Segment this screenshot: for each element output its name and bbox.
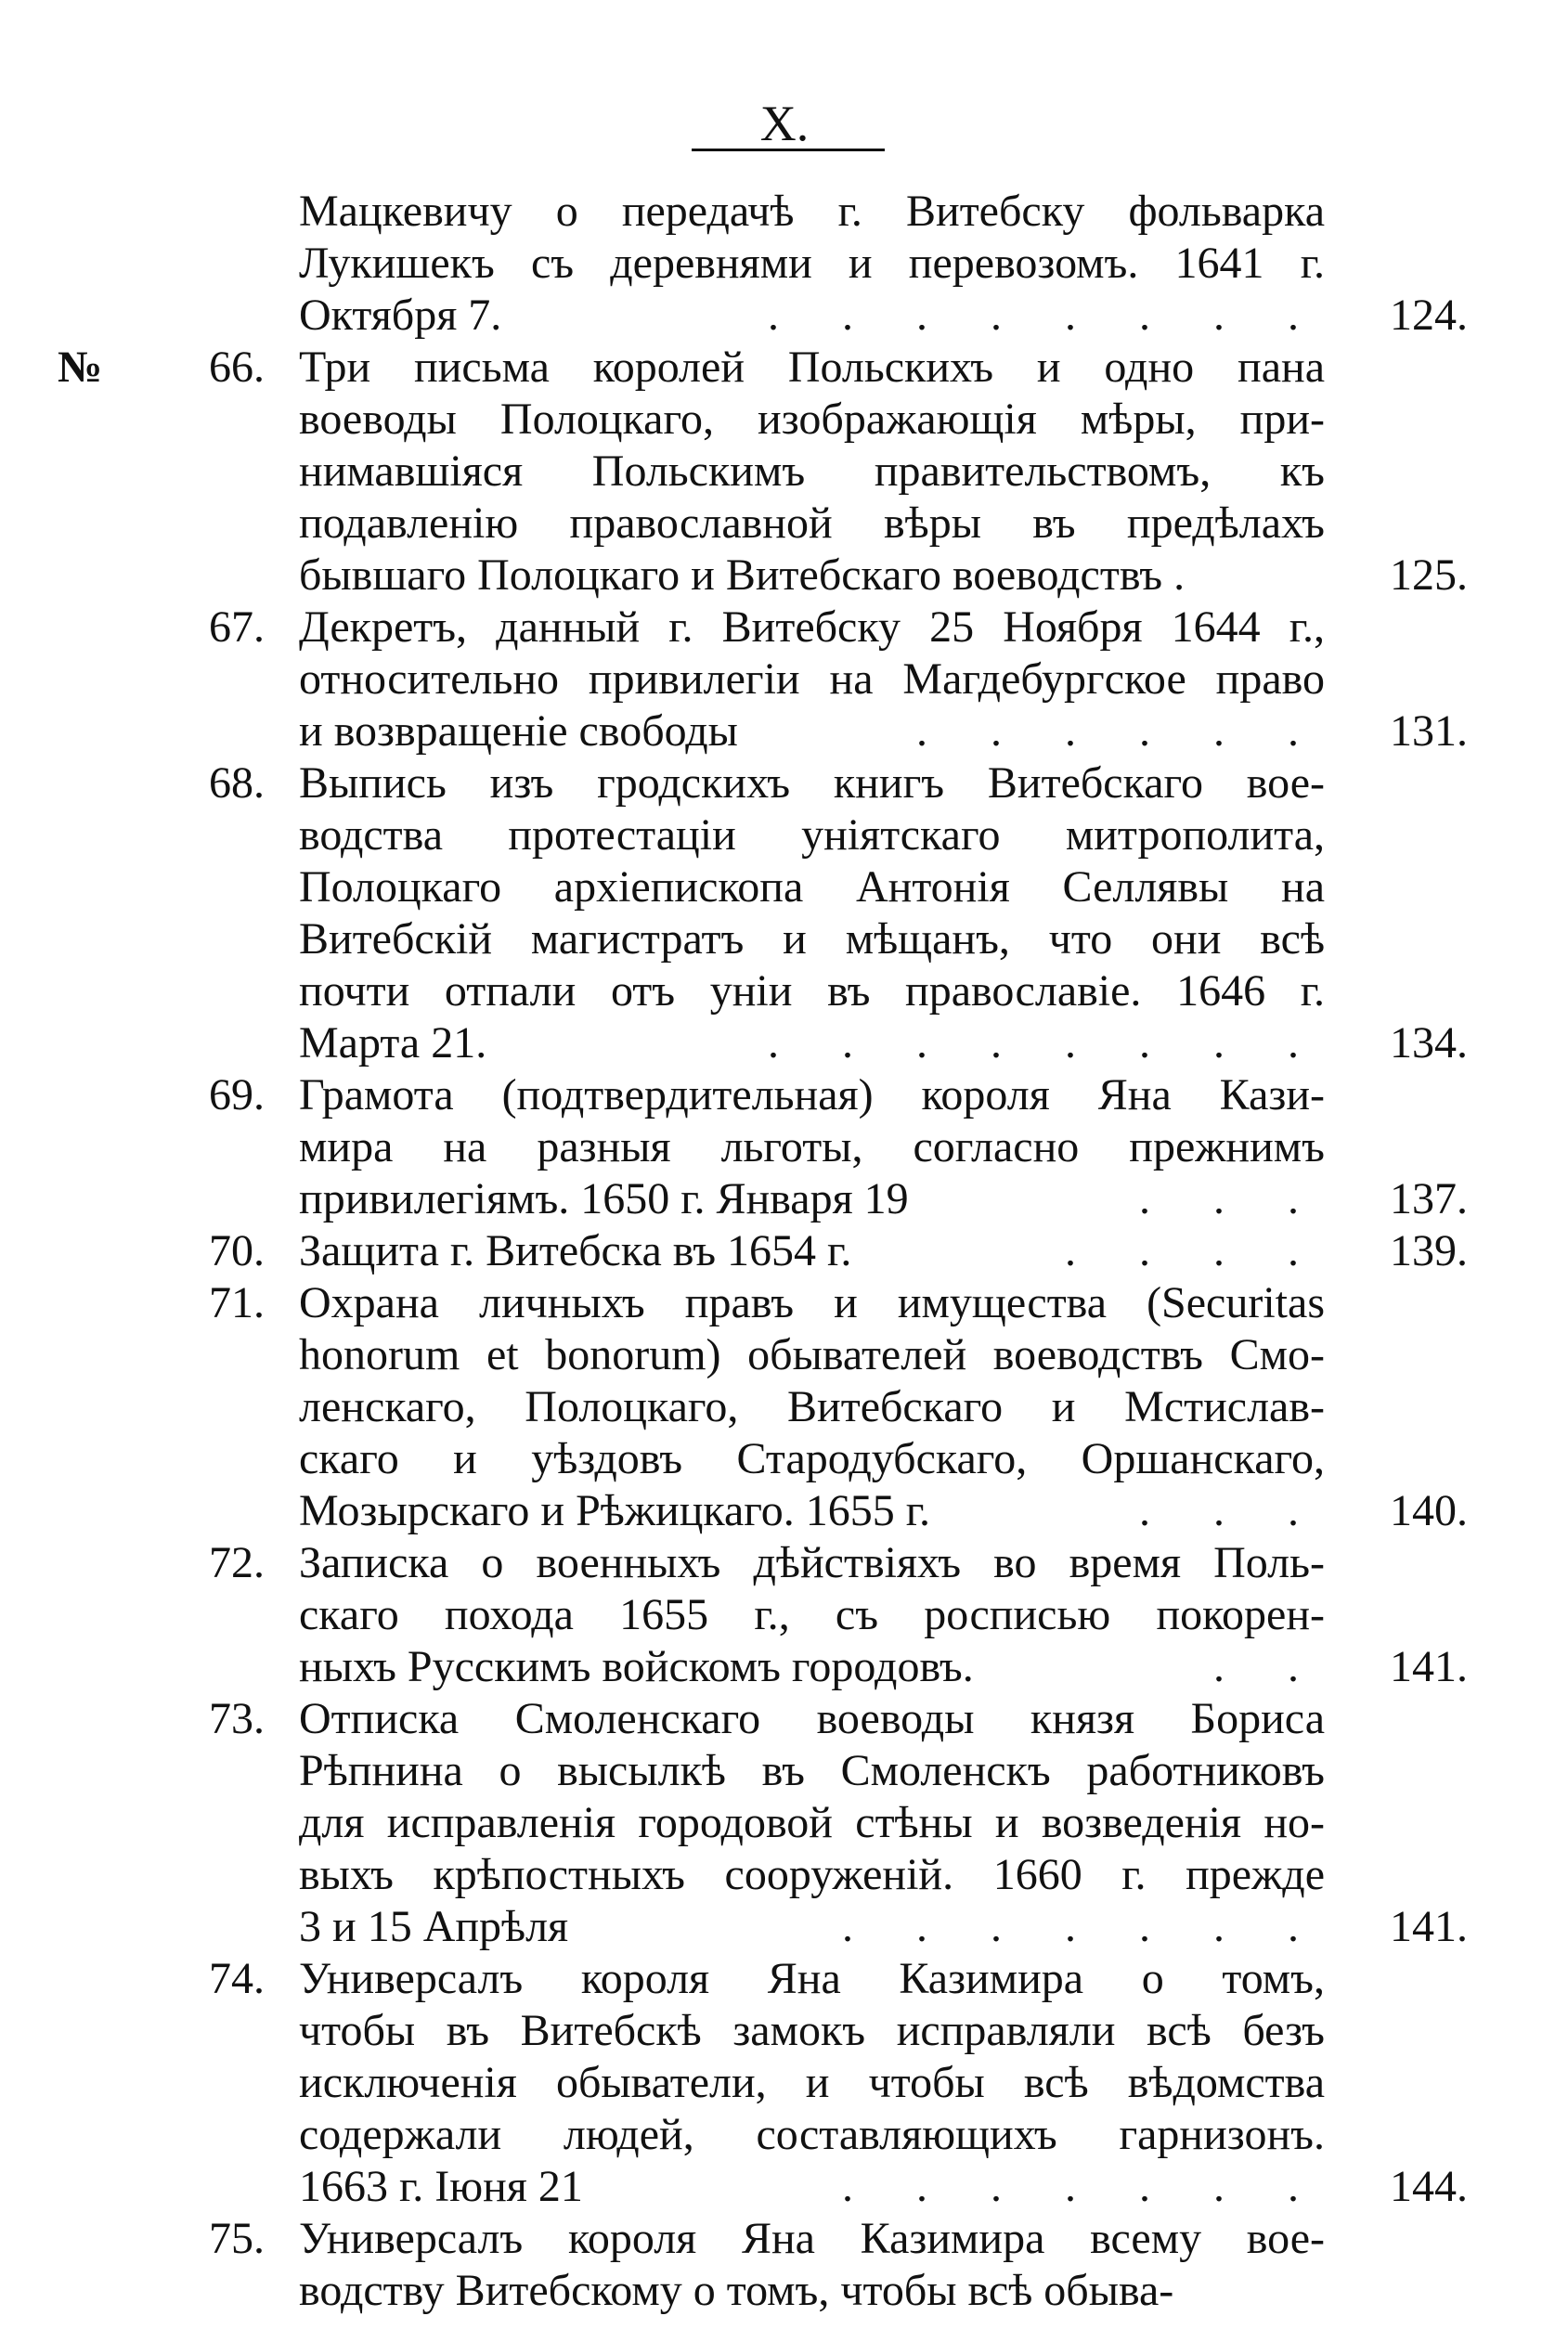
entry-number: 74. <box>209 1954 265 2003</box>
entry-line: исключенія обыватели, и чтобы всѣ вѣдомства <box>299 2058 1325 2107</box>
entry-line-last <box>299 1485 1325 1537</box>
entry-number: 69. <box>209 1070 265 1119</box>
entry-line: скаго похода 1655 г., съ росписью покорен- <box>299 1590 1325 1639</box>
entry-line: скаго и уѣздовъ Стародубскаго, Оршанскаго, <box>299 1434 1325 1483</box>
entry-line: нимавшіяся Польскимъ правительствомъ, къ <box>299 446 1325 496</box>
entry-line: Декретъ, данный г. Витебску 25 Ноября 1644 г., <box>299 602 1325 652</box>
entry-text: 3 и 15 Апрѣля <box>299 1902 569 1951</box>
entry-line: бывшаго Полоцкаго и Витебскаго воеводствъ . <box>299 550 1186 600</box>
entry-line: Рѣпнина о высылкѣ въ Смоленскъ работниковъ <box>299 1746 1325 1795</box>
page-reference: 124. <box>1390 291 1468 340</box>
number-sign: № <box>58 343 103 392</box>
entry-line: подавленію православной вѣры въ предѣлахъ <box>299 498 1325 548</box>
entry-line: Охрана личныхъ правъ и имущества (Securitas <box>299 1278 1325 1327</box>
leader-dots: . . . <box>1139 1174 1325 1223</box>
entry-line: Выпись изъ гродскихъ книгъ Витебскаго вое- <box>299 758 1325 808</box>
toc-entry <box>0 1069 1568 1225</box>
entry-line: чтобы въ Витебскѣ замокъ исправляли всѣ безъ <box>299 2006 1325 2055</box>
entry-line: для исправленія городовой стѣны и возведенія но- <box>299 1798 1325 1847</box>
leader-dots: . . . <box>1139 1486 1325 1535</box>
entry-line: Записка о военныхъ дѣйствіяхъ во время Поль- <box>299 1538 1325 1587</box>
entry-line: Универсалъ короля Яна Казимира о томъ, <box>299 1954 1325 2003</box>
entry-line-last <box>299 705 1325 757</box>
entry-line-last <box>299 1901 1325 1953</box>
entry-line: мира на разныя льготы, согласно прежнимъ <box>299 1122 1325 1171</box>
toc-entry <box>0 757 1568 1069</box>
page-reference: 131. <box>1390 706 1468 756</box>
toc-entry <box>0 1953 1568 2213</box>
leader-dots: . . . . . . <box>916 706 1325 756</box>
entry-line: выхъ крѣпостныхъ сооруженій. 1660 г. прежде <box>299 1850 1325 1899</box>
entry-text: Октября 7. <box>299 291 502 340</box>
entry-line: honorum et bonorum) обывателей воеводствъ Смо- <box>299 1330 1325 1379</box>
page-reference: 137. <box>1390 1174 1468 1223</box>
leader-dots: . . . . . . . . <box>768 1018 1325 1067</box>
page-reference: 139. <box>1390 1226 1468 1275</box>
entry-line: воеводы Полоцкаго, изображающія мѣры, при- <box>299 395 1325 444</box>
entry-number: 70. <box>209 1226 265 1275</box>
entry-line: почти отпали отъ уніи въ православіе. 1646 г. <box>299 966 1325 1016</box>
entry-text: Мозырскаго и Рѣжицкаго. 1655 г. <box>299 1486 931 1535</box>
entry-text: Защита г. Витебска въ 1654 г. <box>299 1226 852 1275</box>
entry-text: ныхъ Русскимъ войскомъ городовъ. <box>299 1642 974 1691</box>
toc-entry <box>0 342 1568 602</box>
page-reference: 134. <box>1390 1018 1468 1067</box>
entry-number: 73. <box>209 1694 265 1743</box>
header-rule <box>692 149 885 151</box>
page-reference: 125. <box>1390 550 1468 600</box>
entry-line: водства протестаціи уніятскаго митрополита, <box>299 810 1325 860</box>
leader-dots: . . . . . . . <box>842 2162 1325 2211</box>
toc-entry <box>0 2213 1568 2317</box>
entry-number: 75. <box>209 2214 265 2263</box>
entry-number: 68. <box>209 758 265 808</box>
entry-line: ленскаго, Полоцкаго, Витебскаго и Мстислав- <box>299 1382 1325 1431</box>
entry-number: 72. <box>209 1538 265 1587</box>
entry-line-last <box>299 2161 1325 2213</box>
entry-number: 66. <box>209 343 265 392</box>
toc-entry <box>0 1537 1568 1693</box>
leader-dots: . . . . . . . . <box>768 291 1325 340</box>
page-reference: 140. <box>1390 1486 1468 1535</box>
entry-line: водству Витебскому о томъ, чтобы всѣ обыва- <box>299 2266 1174 2315</box>
entry-text: привилегіямъ. 1650 г. Января 19 <box>299 1174 909 1223</box>
page-reference: 141. <box>1390 1642 1468 1691</box>
toc-entry <box>0 1225 1568 1277</box>
page-numeral: X. <box>759 96 810 151</box>
entry-number: 71. <box>209 1278 265 1327</box>
entry-line-last <box>299 1225 1325 1277</box>
page-reference: 141. <box>1390 1902 1468 1951</box>
entry-line-last <box>299 1173 1325 1225</box>
entry-line: Витебскій магистратъ и мѣщанъ, что они всѣ <box>299 914 1325 964</box>
toc-entry <box>0 1693 1568 1953</box>
entry-text: Марта 21. <box>299 1018 487 1067</box>
entry-line: Мацкевичу о передачѣ г. Витебску фольварка <box>299 187 1325 236</box>
entry-line-last <box>299 290 1325 342</box>
leader-dots: . . . . <box>1065 1226 1325 1275</box>
entry-line: Три письма королей Польскихъ и одно пана <box>299 343 1325 392</box>
entry-line: Универсалъ короля Яна Казимира всему вое- <box>299 2214 1325 2263</box>
leader-dots: . . <box>1213 1642 1325 1691</box>
entry-line: содержали людей, составляющихъ гарнизонъ. <box>299 2110 1325 2159</box>
entry-line-last <box>299 1641 1325 1693</box>
continued-entry <box>0 186 1568 342</box>
entry-line-last <box>299 1017 1325 1069</box>
entry-line: Отписка Смоленскаго воеводы князя Бориса <box>299 1694 1325 1743</box>
entry-line: Грамота (подтвердительная) короля Яна Кази- <box>299 1070 1325 1119</box>
entry-number: 67. <box>209 602 265 652</box>
table-of-contents <box>0 186 1568 2317</box>
page-reference: 144. <box>1390 2162 1468 2211</box>
entry-line: относительно привилегіи на Магдебургское право <box>299 654 1325 704</box>
entry-text: и возвращеніе свободы <box>299 706 738 756</box>
entry-text: 1663 г. Іюня 21 <box>299 2162 583 2211</box>
entry-line: Полоцкаго архіепископа Антонія Селлявы на <box>299 862 1325 912</box>
entry-line: Лукишекъ съ деревнями и перевозомъ. 1641 г. <box>299 239 1325 288</box>
toc-entry <box>0 1277 1568 1537</box>
leader-dots: . . . . . . . <box>842 1902 1325 1951</box>
toc-entry <box>0 602 1568 757</box>
